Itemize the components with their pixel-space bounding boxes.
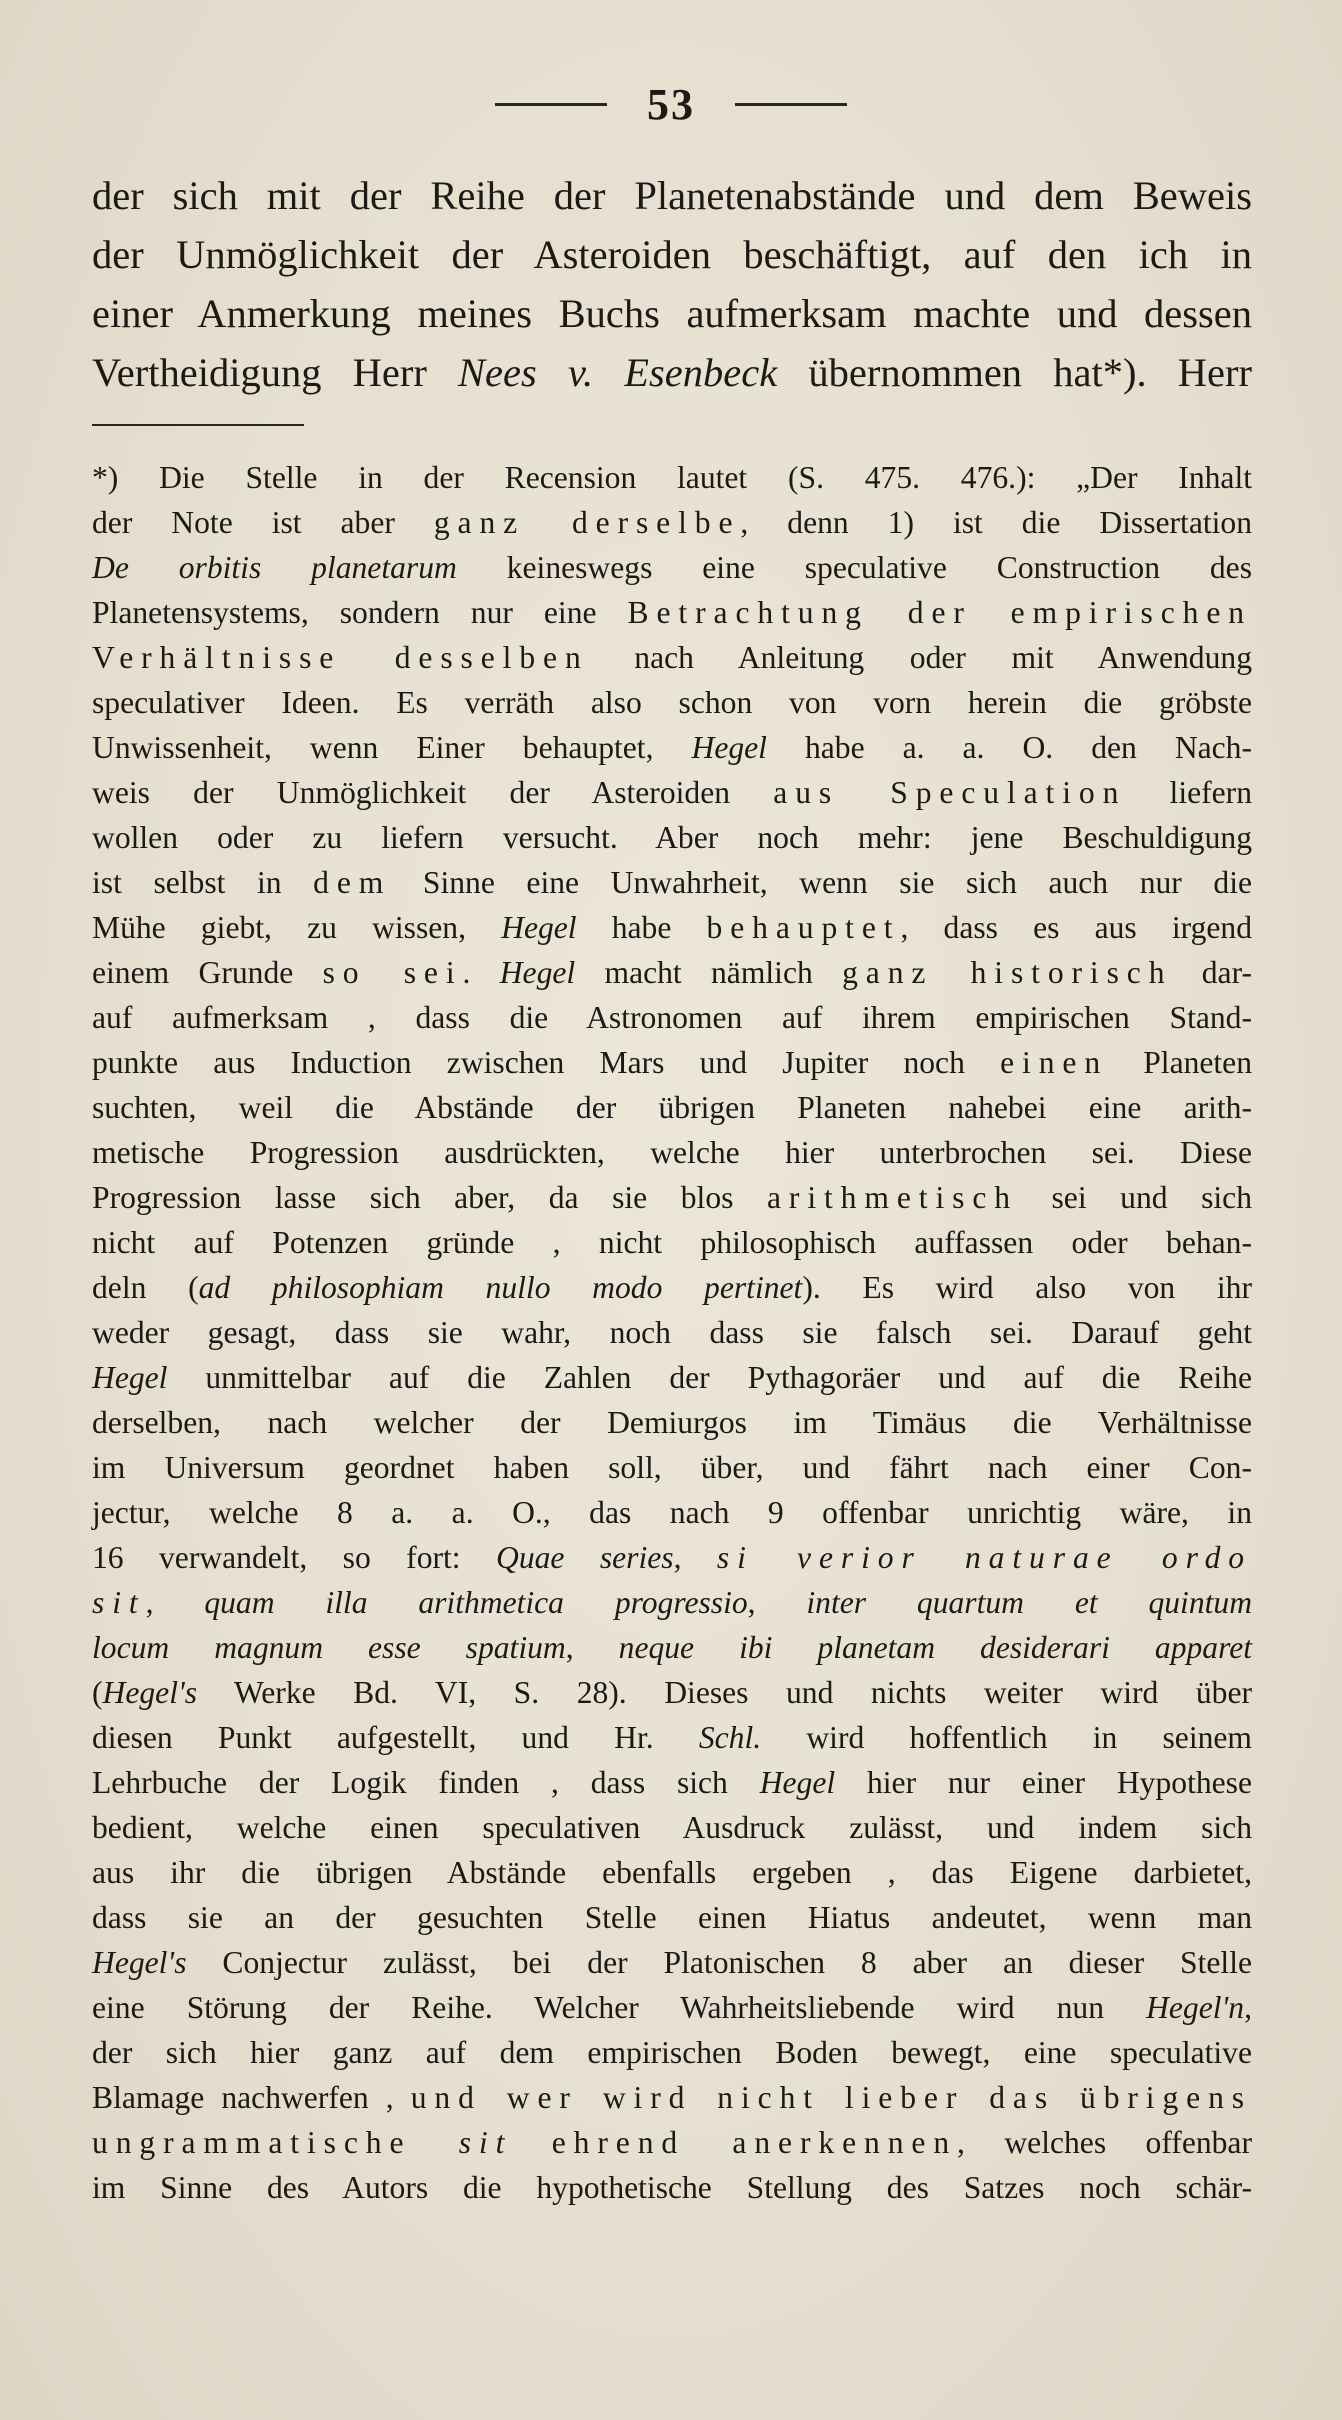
footnote-line [92,1625,1252,1670]
footnote-line [92,1805,1252,1850]
footnote-line [92,815,1252,860]
footnote-line [92,1130,1252,1175]
text-segment: Hegel's [92,1945,187,1980]
text-segment: Hegel [92,1360,168,1395]
text-segment: locum magnum esse spatium [92,1630,566,1665]
text-segment [512,2125,551,2160]
footnote-line [92,1670,1252,1715]
text-segment: einen [1000,1045,1109,1080]
text-segment: Progression lasse sich aber, da sie blos [92,1180,767,1215]
text-segment: weis der Unmöglichkeit der Asteroiden [92,775,774,810]
footnote-separator [92,424,304,426]
text-segment: Lehrbuche der Logik finden , dass sich [92,1765,760,1800]
footnote-line [92,725,1252,770]
text-segment: ungrammatische [92,2125,459,2160]
text-segment: metische Progression ausdrückten, welche hier unterbrochen sei. Diese [92,1135,1252,1170]
text-segment: macht nämlich [575,955,843,990]
text-segment: dar- [1172,955,1252,990]
footnote-line [92,1715,1252,1760]
text-segment: Planeten [1108,1045,1253,1080]
text-segment: punkte aus Induction zwischen Mars und Jupiter noch [92,1045,1001,1080]
text-segment: Hegel's [102,1675,198,1710]
footnote-line [92,1175,1252,1220]
text-segment: Werke Bd. VI, S. 28). Dieses und nichts weiter wird über [197,1675,1252,1710]
footnote-line [92,1985,1252,2030]
text-segment: Blamage nachwerfen , [92,2080,411,2115]
text-segment: unmittelbar auf die Zahlen der Pythagoräer und auf die Reihe [167,1360,1252,1395]
footnote-line [92,500,1252,545]
footnote-line [92,1760,1252,1805]
text-segment: der Note ist aber [92,505,434,540]
text-segment: dem [313,865,392,900]
text-segment: , dass es aus irgend [900,910,1252,945]
footnote-line [92,950,1252,995]
footnote-line [92,1940,1252,1985]
text-segment: si verior naturae ordo [716,1540,1252,1575]
text-segment: keineswegs eine speculative Construction des [456,550,1253,585]
text-segment: behauptet [706,910,901,945]
footnote-line [92,590,1252,635]
text-segment: , [673,1540,717,1575]
text-segment: ganz historisch [842,955,1173,990]
text-segment: , [1244,1990,1252,2025]
footnote-line [92,1895,1252,1940]
text-segment: einer Anmerkung meines Buchs aufmerksam machte und dessen [92,291,1252,336]
text-segment: quam illa arithmetica progressio [204,1585,748,1620]
footnote-line [92,1220,1252,1265]
text-segment: diesen Punkt aufgestellt, und Hr. [92,1720,699,1755]
text-segment: aus ihr die übrigen Abstände ebenfalls ergeben , das Eigene darbietet, [92,1855,1252,1890]
text-segment: ). Es wird also von ihr [802,1270,1252,1305]
text-segment: Sinne eine Unwahrheit, wenn sie sich auch nur die [391,865,1252,900]
text-segment: im Universum geordnet haben soll, über, und fährt nach einer Con- [92,1450,1252,1485]
text-segment: ad philosophiam nullo modo pertinet [198,1270,803,1305]
main-text-line [92,225,1252,284]
text-segment: aus Speculation [773,775,1127,810]
text-segment: einem Grunde [92,955,323,990]
text-segment: speculativer Ideen. Es verräth also schon von vorn herein die gröbste [92,685,1252,720]
text-segment: . [462,955,500,990]
text-segment: Hegel [501,910,577,945]
footnote-line [92,2120,1252,2165]
text-segment: Vertheidigung Herr [92,350,459,395]
text-segment: Unwissenheit, wenn Einer behauptet, [92,730,692,765]
footnote-line [92,1040,1252,1085]
text-segment: , [565,1630,619,1665]
text-segment: sei und sich [1017,1180,1253,1215]
text-segment: dass sie an der gesuchten Stelle einen Hiatus andeutet, wenn man [92,1900,1252,1935]
main-text-line [92,343,1252,402]
footnote-line [92,545,1252,590]
text-segment: wird hoffentlich in seinem [761,1720,1252,1755]
footnote-line [92,905,1252,950]
footnote-line [92,770,1252,815]
text-segment: ist selbst in [92,865,314,900]
text-segment: Betrachtung der empirischen [627,595,1252,630]
text-segment: sit [458,2125,513,2160]
page-header [0,74,1342,134]
text-segment: , [747,1585,807,1620]
text-segment: derselben, nach welcher der Demiurgos im Timäus die Verhältnisse [92,1405,1252,1440]
text-segment: nach Anleitung oder mit Anwendung [588,640,1252,675]
text-segment: und wer wird nicht lieber das übrigens [410,2080,1252,2115]
footnote-block [92,455,1252,2210]
footnote-line [92,860,1252,905]
text-segment: Hegel [759,1765,836,1800]
text-segment: jectur, welche 8 a. a. O., das nach 9 offenbar unrichtig wäre, in [92,1495,1252,1530]
text-segment: Mühe giebt, zu wissen, [92,910,502,945]
footnote-line [92,2165,1252,2210]
text-segment: eine Störung der Reihe. Welcher Wahrheitsliebende wird nun [92,1990,1147,2025]
text-segment: neque ibi planetam desiderari apparet [618,1630,1253,1665]
text-segment: weder gesagt, dass sie wahr, noch dass sie falsch sei. Darauf geht [92,1315,1252,1350]
main-text-line [92,166,1252,225]
text-segment: auf aufmerksam , dass die Astronomen auf ihrem empirischen Stand- [92,1000,1252,1035]
text-segment: bedient, welche einen speculativen Ausdruck zulässt, und indem sich [92,1810,1252,1845]
text-segment: der sich mit der Reihe der Planetenabstände und dem Beweis [92,173,1252,218]
text-segment: der sich hier ganz auf dem empirischen Boden bewegt, eine speculative [92,2035,1252,2070]
text-segment: der Unmöglichkeit der Asteroiden beschäftigt, auf den ich in [92,232,1252,277]
text-segment: 16 verwandelt, so fort: [92,1540,496,1575]
footnote-line [92,995,1252,1040]
text-segment: Nees v. Esenbeck [458,350,778,395]
text-segment: liefern [1126,775,1252,810]
text-segment: Planetensystems, sondern nur eine [92,595,628,630]
page-number: 53 [647,79,695,129]
footnote-line [92,635,1252,680]
footnote-line [92,1490,1252,1535]
text-segment: ( [92,1675,103,1710]
footnote-line [92,455,1252,500]
text-segment: Hegel [499,955,576,990]
footnote-line [92,2030,1252,2075]
footnote-line [92,680,1252,725]
text-segment: , denn 1) ist die Dissertation [740,505,1252,540]
footnote-line [92,1850,1252,1895]
text-segment: arithmetisch [766,1180,1018,1215]
text-segment: suchten, weil die Abstände der übrigen Planeten nahebei eine arith- [92,1090,1252,1125]
text-segment: *) Die Stelle in der Recension lautet (S. 475. 476.): „Der Inhalt [92,460,1252,495]
header-rule-left [495,103,607,106]
text-segment: übernommen hat*). Herr [777,350,1252,395]
text-segment: , [145,1585,205,1620]
text-segment: Hegel [691,730,767,765]
footnote-line [92,1535,1252,1580]
text-segment: hier nur einer Hypothese [835,1765,1252,1800]
header-rule-right [735,103,847,106]
text-segment: Conjectur zulässt, bei der Platonischen 8 aber an dieser Stelle [186,1945,1252,1980]
footnote-line [92,1355,1252,1400]
text-segment: sit [92,1585,146,1620]
text-segment: habe a. a. O. den Nach- [766,730,1252,765]
footnote-line [92,1580,1252,1625]
text-segment: im Sinne des Autors die hypothetische Stellung des Satzes noch schär- [92,2170,1252,2205]
text-segment: , welches offenbar [957,2125,1252,2160]
text-segment: deln ( [92,1270,199,1305]
main-text-line [92,284,1252,343]
footnote-line [92,1265,1252,1310]
text-segment: wollen oder zu liefern versucht. Aber noch mehr: jene Beschuldigung [92,820,1252,855]
text-segment: ganz derselbe [433,505,741,540]
text-segment: De orbitis planetarum [92,550,457,585]
footnote-line [92,1310,1252,1355]
text-segment: Quae series [496,1540,674,1575]
text-segment: ehrend anerkennen [551,2125,958,2160]
footnote-line [92,1085,1252,1130]
text-segment: Verhältnisse desselben [92,640,589,675]
text-segment: Hegel'n [1146,1990,1245,2025]
footnote-line [92,1445,1252,1490]
footnote-line [92,2075,1252,2120]
text-segment: Schl. [698,1720,762,1755]
main-text-block [92,166,1252,402]
footnote-line [92,1400,1252,1445]
text-segment: habe [576,910,707,945]
text-segment: so sei [322,955,463,990]
text-segment: inter quartum et quintum [806,1585,1253,1620]
text-segment: nicht auf Potenzen gründe , nicht philosophisch auffassen oder behan- [92,1225,1252,1260]
